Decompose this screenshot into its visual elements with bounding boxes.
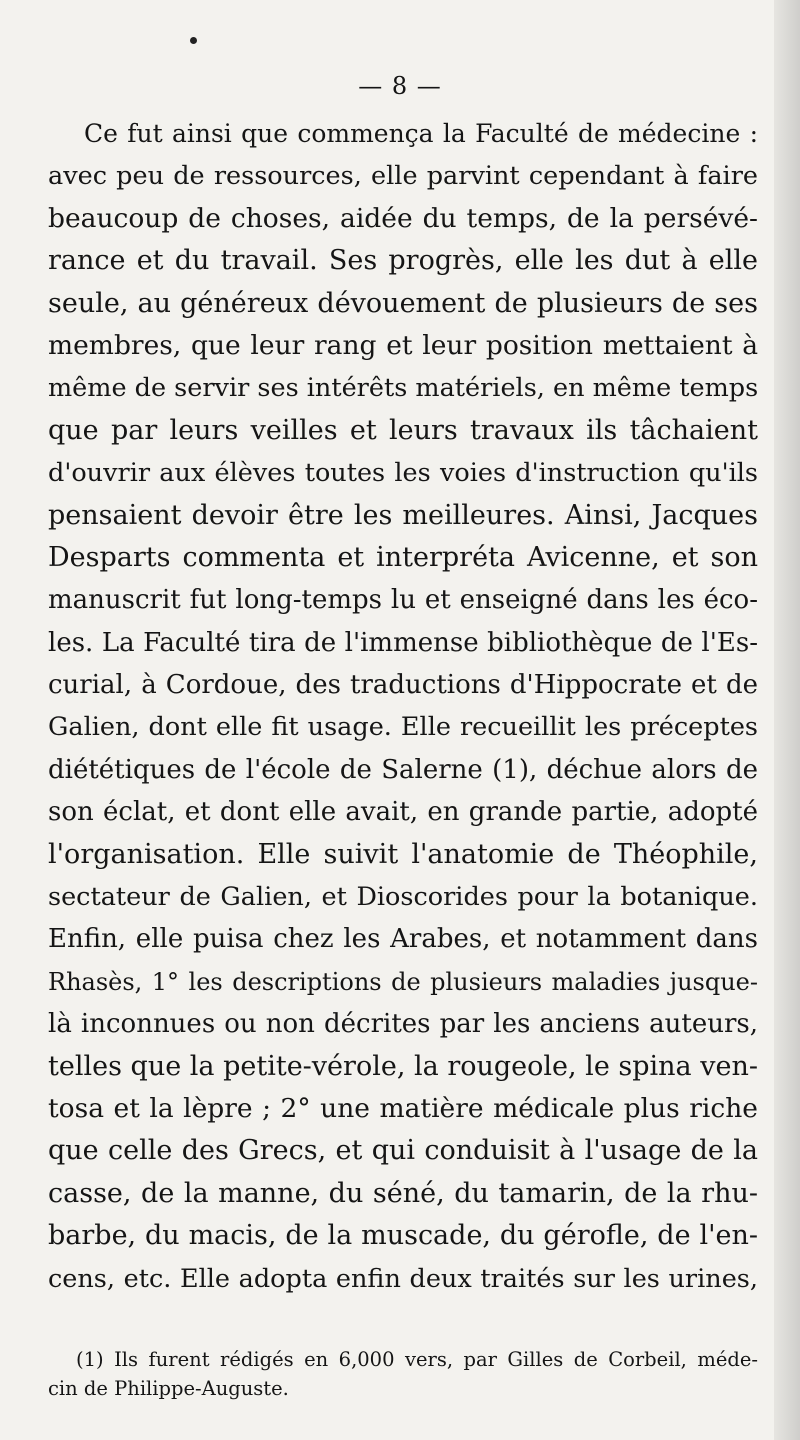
text-line: telles que la petite-vérole, la rougeole, le spina ven- (48, 1050, 758, 1082)
footnote-line: (1) Ils furent rédigés en 6,000 vers, par Gilles de Corbeil, méde- (76, 1348, 758, 1371)
text-line: rance et du travail. Ses progrès, elle les dut à elle (48, 245, 758, 277)
text-line: casse, de la manne, du séné, du tamarin, de la rhu- (48, 1177, 758, 1209)
text-line: seule, au généreux dévouement de plusieurs de ses (48, 287, 758, 319)
text-line: l'organisation. Elle suivit l'anatomie de Théophile, (48, 838, 758, 870)
text-line: pensaient devoir être les meilleures. Ainsi, Jacques (48, 499, 758, 531)
text-line: Galien, dont elle fit usage. Elle recueillit les préceptes (48, 712, 758, 743)
footnote-line: cin de Philippe-Auguste. (48, 1377, 289, 1400)
footnote (48, 1345, 758, 1403)
text-line: membres, que leur rang et leur position mettaient à (48, 329, 758, 361)
text-line: curial, à Cordoue, des traductions d'Hippocrate et de (48, 670, 758, 701)
text-line: son éclat, et dont elle avait, en grande partie, adopté (48, 797, 758, 828)
page-edge-shadow (774, 0, 800, 1440)
ink-spot (190, 37, 197, 44)
text-line: manuscrit fut long-temps lu et enseigné dans les éco- (48, 585, 758, 616)
text-line: tosa et la lèpre ; 2° une matière médicale plus riche (48, 1092, 758, 1124)
text-line: diététiques de l'école de Salerne (1), déchue alors de (48, 754, 758, 785)
page-number: — 8 — (358, 72, 442, 100)
text-line: Desparts commenta et interpréta Avicenne, et son (48, 541, 758, 573)
text-line: avec peu de ressources, elle parvint cependant à faire (48, 161, 758, 192)
text-line: que celle des Grecs, et qui conduisit à l'usage de la (48, 1135, 758, 1167)
text-line: d'ouvrir aux élèves toutes les voies d'instruction qu'ils (48, 458, 758, 489)
text-line: barbe, du macis, de la muscade, du gérofle, de l'en- (48, 1220, 758, 1252)
text-line: que par leurs veilles et leurs travaux ils tâchaient (48, 414, 758, 446)
text-line: Rhasès, 1° les descriptions de plusieurs maladies jusque- (48, 967, 758, 996)
text-line: cens, etc. Elle adopta enfin deux traités sur les urines, (48, 1263, 758, 1294)
text-line: Ce fut ainsi que commença la Faculté de médecine : (84, 119, 758, 148)
text-line: là inconnues ou non décrites par les anciens auteurs, (48, 1009, 758, 1040)
body-paragraph (48, 113, 758, 1300)
text-line: sectateur de Galien, et Dioscorides pour la botanique. (48, 882, 758, 913)
text-line: Enfin, elle puisa chez les Arabes, et notamment dans (48, 924, 758, 955)
text-line: les. La Faculté tira de l'immense bibliothèque de l'Es- (48, 627, 758, 658)
text-line: beaucoup de choses, aidée du temps, de la persévé- (48, 202, 758, 234)
text-line: même de servir ses intérêts matériels, en même temps (48, 373, 759, 404)
